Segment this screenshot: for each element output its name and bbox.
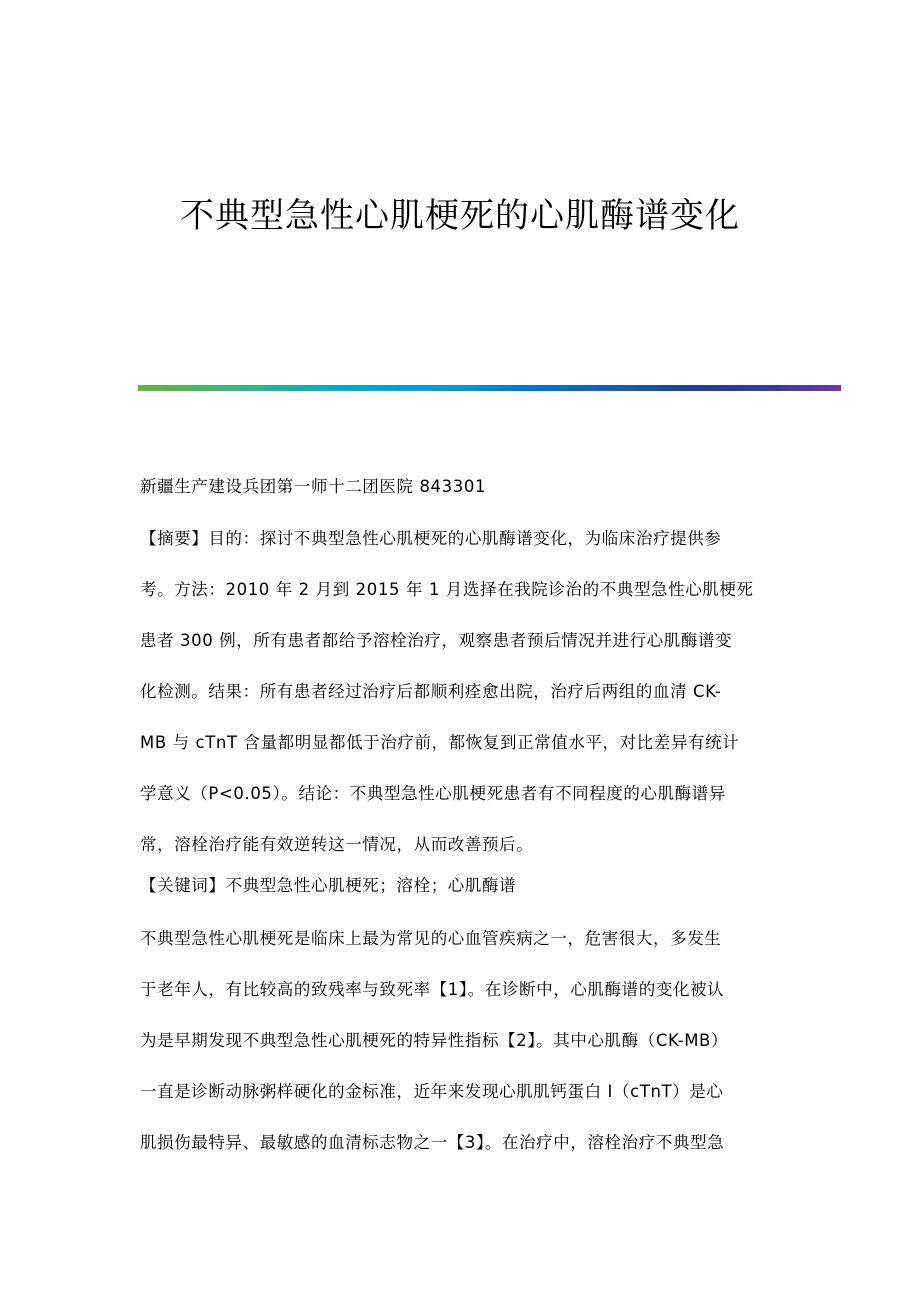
intro-line: 于老年人，有比较高的致残率与致死率【1】。在诊断中，心肌酶谱的变化被认 bbox=[140, 980, 725, 999]
intro-line: 一直是诊断动脉粥样硬化的金标准，近年来发现心肌肌钙蛋白 I（cTnT）是心 bbox=[140, 1082, 724, 1101]
abstract-line: 【摘要】目的：探讨不典型急性心肌梗死的心肌酶谱变化，为临床治疗提供参 bbox=[140, 529, 722, 548]
abstract-line: 学意义（P<0.05）。结论：不典型急性心肌梗死患者有不同程度的心肌酶谱异 bbox=[140, 784, 726, 803]
abstract-paragraph bbox=[140, 513, 790, 870]
author-affiliation: 新疆生产建设兵团第一师十二团医院 843301 bbox=[140, 477, 487, 496]
page-title: 不典型急性心肌梗死的心肌酶谱变化 bbox=[180, 196, 740, 236]
intro-line: 不典型急性心肌梗死是临床上最为常见的心血管疾病之一，危害很大，多发生 bbox=[140, 929, 722, 948]
keywords-line: 【关键词】不典型急性心肌梗死；溶栓；心肌酶谱 bbox=[140, 876, 517, 895]
abstract-line: 考。方法：2010 年 2 月到 2015 年 1 月选择在我院诊治的不典型急性心肌梗死 bbox=[140, 580, 754, 599]
abstract-line: 化检测。结果：所有患者经过治疗后都顺利痊愈出院，治疗后两组的血清 CK- bbox=[140, 682, 722, 701]
abstract-line: MB 与 cTnT 含量都明显都低于治疗前，都恢复到正常值水平，对比差异有统计 bbox=[140, 733, 740, 752]
introduction-paragraph bbox=[140, 913, 790, 1168]
intro-line: 为是早期发现不典型急性心肌梗死的特异性指标【2】。其中心肌酶（CK-MB） bbox=[140, 1031, 729, 1050]
abstract-line: 常，溶栓治疗能有效逆转这一情况，从而改善预后。 bbox=[140, 835, 534, 854]
intro-line: 肌损伤最特异、最敏感的血清标志物之一【3】。在治疗中，溶栓治疗不典型急 bbox=[140, 1133, 725, 1152]
title-divider bbox=[138, 385, 841, 391]
abstract-line: 患者 300 例，所有患者都给予溶栓治疗，观察患者预后情况并进行心肌酶谱变 bbox=[140, 631, 733, 650]
